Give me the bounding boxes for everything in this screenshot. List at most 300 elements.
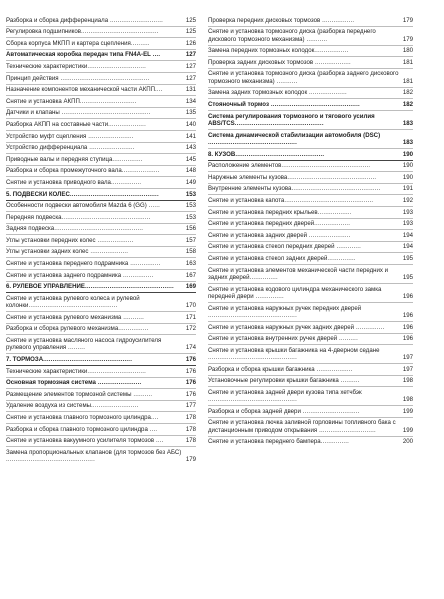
toc-leader-dots: .... bbox=[150, 414, 159, 421]
toc-entry bbox=[6, 270, 196, 282]
toc-entry bbox=[208, 406, 413, 418]
toc-entry-title-text: Разборка и сборка дифференциала bbox=[6, 16, 109, 24]
toc-page-number: 172 bbox=[185, 325, 196, 333]
toc-entry bbox=[6, 73, 196, 85]
toc-entry-title-text: Устройство дифференциала bbox=[6, 144, 88, 152]
toc-entry-title-text: Особенности подвески автомобиля Mazda 6 (GG) bbox=[6, 202, 147, 210]
toc-entry-title bbox=[208, 209, 401, 216]
toc-entry-title-text: Снятие и установка масляного насоса гидроусилителя рулевого управления bbox=[6, 337, 162, 352]
toc-entry-title-text: Снятие и установка капота bbox=[208, 196, 285, 204]
toc-page-number: 176 bbox=[185, 367, 196, 375]
toc-page-number: 183 bbox=[402, 119, 413, 127]
toc-entry-title-text: Размещение элементов тормозной системы bbox=[6, 390, 132, 398]
toc-entry-title bbox=[208, 243, 401, 250]
toc-leader-dots: ............................................... bbox=[58, 74, 150, 82]
toc-entry-title-text: Стояночный тормоз bbox=[208, 100, 269, 108]
toc-entry bbox=[208, 161, 413, 173]
toc-entry-title bbox=[6, 156, 184, 163]
toc-entry bbox=[208, 15, 413, 27]
toc-leader-dots: ............................................... bbox=[234, 119, 324, 127]
toc-leader-dots: .................. bbox=[317, 208, 352, 216]
toc-right-column bbox=[208, 15, 413, 447]
toc-entry-title-text: Замена задних тормозных колодок bbox=[208, 89, 308, 97]
toc-leader-dots: ................ bbox=[112, 155, 143, 163]
toc-entry-title bbox=[6, 98, 184, 105]
toc-entry bbox=[6, 378, 196, 390]
toc-page-number: 158 bbox=[185, 248, 196, 256]
toc-entry-title-text: 5. ПОДВЕСКИ КОЛЕС bbox=[6, 190, 70, 198]
toc-leader-dots: ................... bbox=[314, 365, 353, 373]
toc-entry-title bbox=[208, 305, 401, 320]
toc-left-column bbox=[6, 15, 196, 465]
toc-entry bbox=[6, 412, 196, 424]
toc-page-number: 125 bbox=[185, 16, 196, 24]
toc-page-number: 196 bbox=[402, 292, 413, 300]
toc-page-number: 174 bbox=[185, 344, 196, 352]
toc-entry-title-text: Разборка и сборка рулевого механизма bbox=[6, 325, 119, 333]
toc-leader-dots: ........... bbox=[274, 77, 298, 85]
toc-entry-title-text: 6. РУЛЕВОЕ УПРАВЛЕНИЕ bbox=[6, 283, 85, 291]
toc-entry-title bbox=[6, 283, 184, 290]
toc-entry-title bbox=[208, 197, 401, 204]
toc-entry-title-text: Снятие и установка приводного вала bbox=[6, 178, 111, 186]
toc-page-number: 193 bbox=[402, 220, 413, 228]
toc-entry-title bbox=[6, 121, 184, 128]
toc-entry bbox=[208, 345, 413, 364]
toc-page-number: 140 bbox=[185, 120, 196, 128]
toc-leader-dots: ........... bbox=[304, 35, 328, 43]
toc-entry-title-text: Наружные элементы кузова bbox=[208, 173, 288, 181]
toc-page-number: 176 bbox=[185, 390, 196, 398]
toc-leader-dots: ............................................... bbox=[54, 225, 144, 233]
toc-entry-title-text: Снятие и установка главного тормозного цилиндра bbox=[6, 414, 151, 421]
toc-entry bbox=[6, 335, 196, 354]
toc-entry-title bbox=[208, 17, 401, 24]
toc-page-number: 127 bbox=[185, 74, 196, 82]
toc-page-number: 198 bbox=[402, 396, 413, 404]
toc-entry-title-text: Замена передних тормозных колодок bbox=[208, 47, 315, 55]
toc-entry bbox=[6, 324, 196, 336]
toc-entry-title bbox=[6, 295, 184, 310]
toc-entry-title-text: Разборка и сборка главного тормозного цилиндра bbox=[6, 425, 148, 433]
toc-entry bbox=[208, 184, 413, 196]
toc-entry-title-text: Назначение компонентов механической части АКПП bbox=[6, 86, 155, 94]
toc-entry-title-text: Разборка и сборка промежуточного вала bbox=[6, 167, 122, 175]
toc-entry-title bbox=[208, 47, 401, 54]
toc-entry-title-text: Замена пропорциональных клапанов (для тормозов без АБС) bbox=[6, 448, 182, 456]
toc-entry bbox=[6, 27, 196, 39]
toc-entry bbox=[208, 111, 413, 130]
toc-entry-title bbox=[6, 202, 184, 209]
toc-page-number: 157 bbox=[185, 236, 196, 244]
toc-page-number: 171 bbox=[185, 313, 196, 321]
toc-page-number: 199 bbox=[402, 426, 413, 434]
toc-entry bbox=[6, 354, 196, 366]
toc-page-number: 193 bbox=[402, 208, 413, 216]
toc-entry bbox=[6, 389, 196, 401]
toc-entry-title bbox=[6, 133, 184, 140]
toc-entry-title bbox=[208, 335, 401, 342]
toc-leader-dots: .................... bbox=[121, 167, 160, 175]
toc-entry-title bbox=[208, 220, 401, 227]
toc-leader-dots: ......... bbox=[66, 344, 86, 352]
toc-entry-title bbox=[6, 437, 184, 444]
toc-entry-title bbox=[208, 255, 401, 262]
toc-leader-dots: .... bbox=[154, 437, 164, 445]
toc-leader-dots: ................ bbox=[110, 178, 142, 186]
toc-leader-dots: ............................................... bbox=[287, 173, 377, 181]
toc-entry bbox=[6, 235, 196, 247]
toc-entry-title-text: Снятие и установка внутренних ручек дверей bbox=[208, 335, 338, 343]
toc-entry-title bbox=[6, 225, 184, 232]
toc-leader-dots: ................... bbox=[95, 236, 134, 244]
toc-entry-title bbox=[6, 449, 184, 464]
toc-entry-title bbox=[6, 356, 184, 363]
toc-entry-title bbox=[6, 179, 184, 186]
toc-page-number: 197 bbox=[402, 354, 413, 362]
toc-page-number: 179 bbox=[402, 16, 413, 24]
toc-entry-title bbox=[6, 191, 184, 198]
toc-entry-title-text: Снятие и установка крышки багажника на 4-дверном седане bbox=[208, 346, 380, 354]
toc-entry bbox=[208, 46, 413, 58]
toc-entry-title bbox=[208, 377, 401, 384]
toc-leader-dots: ............................ bbox=[108, 16, 164, 24]
toc-leader-dots: ............... bbox=[354, 323, 385, 331]
toc-page-number: 135 bbox=[185, 109, 196, 117]
toc-entry bbox=[6, 212, 196, 224]
toc-page-number: 196 bbox=[402, 311, 413, 319]
toc-leader-dots: .............................. bbox=[79, 97, 137, 105]
toc-leader-dots: ............... bbox=[320, 438, 350, 446]
toc-leader-dots: ....................... bbox=[95, 379, 142, 387]
toc-leader-dots: .......... bbox=[337, 335, 358, 343]
toc-page-number: 195 bbox=[402, 273, 413, 281]
toc-page-number: 125 bbox=[185, 28, 196, 36]
toc-entry bbox=[208, 195, 413, 207]
toc-entry bbox=[6, 108, 196, 120]
toc-entry-title-text: Снятие и установка переднего подрамника bbox=[6, 260, 129, 268]
toc-entry-title bbox=[208, 151, 401, 158]
toc-entry-title-text: Проверка задних дисковых тормозов bbox=[208, 58, 314, 66]
toc-entry-title-text: Приводные валы и передняя ступица bbox=[6, 155, 113, 163]
toc-leader-dots: ............................................... bbox=[59, 109, 151, 117]
toc-page-number: 194 bbox=[402, 231, 413, 239]
toc-entry-title bbox=[6, 237, 184, 244]
toc-entry-title bbox=[208, 438, 401, 445]
toc-page-number: 181 bbox=[402, 77, 413, 85]
toc-entry-title bbox=[6, 402, 184, 409]
toc-entry-title bbox=[208, 232, 401, 239]
toc-leader-dots: ................... bbox=[314, 220, 351, 228]
toc-entry-title bbox=[208, 389, 401, 404]
toc-entry-title-text: Снятие и установка вакуумного усилителя тормозов bbox=[6, 437, 155, 445]
toc-entry-title-text: Углы установки передних колес bbox=[6, 236, 96, 244]
toc-entry bbox=[208, 88, 413, 100]
toc-page-number: 190 bbox=[402, 173, 413, 181]
toc-entry bbox=[6, 38, 196, 50]
toc-leader-dots: ............................... bbox=[87, 367, 146, 375]
toc-entry-title-text: Снятие и установка рулевого механизма bbox=[6, 313, 122, 321]
toc-entry bbox=[208, 69, 413, 88]
toc-leader-dots: .... bbox=[150, 51, 161, 59]
toc-entry-title-text: Разборка и сборка задней двери bbox=[208, 407, 301, 415]
toc-leader-dots: ...... bbox=[146, 202, 161, 210]
toc-entry-title bbox=[208, 70, 401, 85]
toc-entry-title bbox=[6, 17, 184, 24]
toc-entry-title-text: Снятие и установка лючка заливной горловины топливного бака с дистанционным приводом открывания bbox=[208, 419, 396, 434]
toc-page-number: 134 bbox=[185, 97, 196, 105]
toc-page-number: 126 bbox=[185, 39, 196, 47]
toc-entry bbox=[208, 303, 413, 322]
toc-entry-title bbox=[208, 267, 401, 282]
toc-leader-dots: ............................................... bbox=[235, 150, 325, 158]
toc-entry-title-text: 7. ТОРМОЗА bbox=[6, 356, 44, 364]
toc-entry-title bbox=[208, 286, 401, 301]
toc-page-number: 179 bbox=[402, 35, 413, 43]
toc-entry bbox=[6, 436, 196, 448]
toc-entry-title bbox=[6, 109, 184, 116]
toc-entry-title-text: Снятие и установка стекол передних дверей bbox=[208, 243, 335, 251]
toc-entry-title bbox=[208, 89, 401, 96]
toc-entry-title-text: Снятие и установка переднего бампера bbox=[208, 438, 321, 446]
toc-entry bbox=[6, 366, 196, 378]
toc-page-number: 194 bbox=[402, 243, 413, 251]
toc-entry-title-text: Снятие и установка заднего подрамника bbox=[6, 271, 122, 279]
toc-entry-title bbox=[6, 272, 184, 279]
toc-entry-title-text: Снятие и установка задней двери кузова типа хетчбэк bbox=[208, 388, 362, 396]
toc-leader-dots: ............................................... bbox=[69, 190, 159, 198]
toc-entry-title-text: Установочные регулировки крышки багажника bbox=[208, 377, 339, 385]
toc-entry-title-text: Внутренние элементы кузова bbox=[208, 185, 292, 193]
toc-entry bbox=[6, 15, 196, 27]
toc-entry-title bbox=[208, 347, 401, 362]
toc-leader-dots: .......... bbox=[338, 377, 360, 385]
toc-entry bbox=[6, 312, 196, 324]
toc-page-number: 190 bbox=[402, 150, 413, 158]
toc-entry bbox=[6, 166, 196, 178]
toc-entry bbox=[208, 418, 413, 437]
toc-entry bbox=[208, 230, 413, 242]
toc-entry-title-text: Сборка корпуса МКПП и картера сцепления bbox=[6, 39, 131, 47]
toc-page-number: 191 bbox=[402, 185, 413, 193]
toc-page-number: 176 bbox=[185, 379, 196, 387]
toc-page-number: 170 bbox=[185, 302, 196, 310]
toc-entry bbox=[208, 253, 413, 265]
toc-leader-dots: ................ bbox=[128, 260, 161, 268]
toc-leader-dots: ............................................... bbox=[28, 302, 118, 310]
toc-leader-dots: ............................................... bbox=[43, 356, 133, 364]
toc-entry-title bbox=[208, 408, 401, 415]
toc-entry bbox=[208, 242, 413, 254]
toc-page-number: 153 bbox=[185, 213, 196, 221]
toc-entry bbox=[208, 149, 413, 161]
toc-entry bbox=[6, 154, 196, 166]
toc-entry-title bbox=[6, 426, 184, 433]
toc-leader-dots: .................... bbox=[88, 248, 129, 256]
toc-page-number: 179 bbox=[185, 456, 196, 464]
toc-entry-title bbox=[6, 75, 184, 82]
toc-entry-title-text: Снятие и установка тормозного диска (разборка заднего дискового тормозного механизма) bbox=[208, 70, 399, 85]
toc-leader-dots: .......... bbox=[131, 390, 153, 398]
toc-page-number: 196 bbox=[402, 335, 413, 343]
toc-entry-title-text: Система динамической стабилизации автомобиля (DSC) bbox=[208, 131, 381, 139]
toc-entry-title-text: Снятие и установка АКПП bbox=[6, 97, 80, 105]
toc-leader-dots: ............................................... bbox=[208, 396, 297, 404]
toc-entry-title-text: Разборка и сборка крышки багажника bbox=[208, 365, 315, 373]
toc-entry-title bbox=[6, 51, 184, 58]
toc-leader-dots: ........... bbox=[121, 313, 145, 321]
toc-entry bbox=[6, 143, 196, 155]
toc-entry-title-text: Технические характеристики bbox=[6, 367, 88, 375]
toc-entry-title-text: Разборка АКПП на составные части bbox=[6, 120, 109, 128]
toc-entry-title bbox=[6, 63, 184, 70]
toc-page-number: 153 bbox=[185, 202, 196, 210]
toc-entry-title bbox=[6, 248, 184, 255]
toc-entry-title bbox=[6, 368, 184, 375]
toc-entry bbox=[208, 387, 413, 406]
toc-entry-title bbox=[208, 366, 401, 373]
toc-leader-dots: .................... bbox=[108, 120, 146, 128]
toc-page-number: 197 bbox=[402, 365, 413, 373]
toc-entry bbox=[208, 364, 413, 376]
toc-entry-title-text: Снятие и установка наружных ручек задних дверей bbox=[208, 323, 355, 331]
toc-leader-dots: ................. bbox=[320, 16, 355, 24]
toc-entry bbox=[6, 247, 196, 259]
toc-page-number: 181 bbox=[402, 58, 413, 66]
toc-entry bbox=[6, 293, 196, 312]
toc-leader-dots: ............... bbox=[249, 273, 278, 281]
toc-entry bbox=[208, 57, 413, 69]
toc-entry bbox=[208, 207, 413, 219]
toc-entry-title-text: Датчики и клапаны bbox=[6, 109, 60, 117]
toc-entry bbox=[208, 219, 413, 231]
toc-leader-dots: ............... bbox=[253, 292, 284, 300]
toc-entry-title-text: Расположение элементов bbox=[208, 162, 282, 170]
toc-leader-dots: ...................... bbox=[307, 231, 351, 239]
toc-page-number: 178 bbox=[185, 425, 196, 433]
toc-entry-title bbox=[208, 113, 401, 128]
toc-entry-title bbox=[6, 40, 184, 47]
toc-leader-dots: ............................................... bbox=[281, 162, 371, 170]
toc-entry-title bbox=[208, 28, 401, 43]
toc-leader-dots: ................... bbox=[313, 58, 351, 66]
toc-entry bbox=[6, 201, 196, 213]
toc-leader-dots: ............................................... bbox=[208, 311, 297, 319]
toc-page-number: 143 bbox=[185, 144, 196, 152]
toc-leader-dots: ......................... bbox=[91, 402, 139, 410]
toc-page-number: 178 bbox=[185, 437, 196, 445]
toc-entry-title-text: Устройство муфт сцепления bbox=[6, 132, 87, 140]
toc-leader-dots: ............................................... bbox=[208, 354, 297, 362]
toc-leader-dots: ........................ bbox=[86, 132, 134, 140]
toc-entry-title-text: Регулировка подшипников bbox=[6, 28, 82, 36]
toc-entry-title-text: Автоматическая коробка передач типа FN4A-EL bbox=[6, 51, 151, 59]
toc-leader-dots: .............................. bbox=[300, 407, 360, 415]
toc-leader-dots: ............................... bbox=[87, 62, 146, 70]
toc-page-number: 199 bbox=[402, 407, 413, 415]
toc-entry bbox=[208, 334, 413, 346]
toc-entry bbox=[6, 61, 196, 73]
toc-entry-title-text: Передняя подвеска bbox=[6, 213, 62, 221]
toc-leader-dots: ............................................... bbox=[284, 196, 374, 204]
toc-page-number: 145 bbox=[185, 155, 196, 163]
toc-leader-dots: ......................................... bbox=[81, 28, 159, 36]
toc-entry bbox=[6, 224, 196, 236]
toc-page-number: 183 bbox=[402, 138, 413, 146]
toc-entry-title bbox=[208, 324, 401, 331]
toc-entry bbox=[6, 177, 196, 189]
toc-entry bbox=[208, 99, 413, 111]
toc-entry-title bbox=[6, 414, 184, 421]
toc-page-number: 169 bbox=[185, 283, 196, 291]
toc-entry bbox=[6, 401, 196, 413]
toc-entry bbox=[6, 85, 196, 97]
toc-page-number: 127 bbox=[185, 62, 196, 70]
toc-entry-title bbox=[208, 132, 401, 147]
toc-entry-title bbox=[6, 86, 184, 93]
toc-entry-title bbox=[6, 391, 184, 398]
toc-page-number: 178 bbox=[185, 414, 196, 421]
toc-entry-title bbox=[6, 167, 184, 174]
toc-entry-title bbox=[6, 260, 184, 267]
toc-entry bbox=[6, 189, 196, 201]
toc-entry-title-text: Углы установки задних колес bbox=[6, 248, 89, 256]
toc-entry-title-text: Снятие и установка рулевого колеса и рулевой колонки bbox=[6, 294, 140, 310]
toc-entry-title bbox=[208, 59, 401, 66]
toc-page-number: 182 bbox=[402, 89, 413, 97]
toc-page-number: 182 bbox=[402, 100, 413, 108]
toc-entry-title-text: Проверка передних дисковых тормозов bbox=[208, 16, 321, 24]
toc-leader-dots: ............................................... bbox=[6, 456, 95, 464]
toc-entry bbox=[208, 27, 413, 46]
toc-entry-title bbox=[208, 174, 401, 181]
toc-page-number: 141 bbox=[185, 132, 196, 140]
toc-leader-dots: ............................................... bbox=[268, 100, 360, 108]
toc-entry bbox=[6, 131, 196, 143]
toc-entry-title-text: Удаление воздуха из системы bbox=[6, 402, 92, 410]
toc-entry bbox=[208, 322, 413, 334]
toc-entry bbox=[208, 172, 413, 184]
toc-entry bbox=[208, 437, 413, 448]
toc-entry-title bbox=[6, 144, 184, 151]
toc-entry-title bbox=[208, 162, 401, 169]
toc-page-number: 196 bbox=[402, 323, 413, 331]
toc-page-number: 180 bbox=[402, 47, 413, 55]
toc-page-number: 177 bbox=[185, 402, 196, 410]
toc-page-number: 167 bbox=[185, 271, 196, 279]
toc-entry-title-text: Принцип действия bbox=[6, 74, 59, 82]
toc-entry-title-text: Снятие и установка передних крыльев bbox=[208, 208, 318, 216]
toc-leader-dots: .......... bbox=[130, 39, 150, 47]
toc-page-number: 195 bbox=[402, 254, 413, 262]
toc-entry-title-text: Снятие и установка наружных ручек передних дверей bbox=[208, 304, 362, 312]
toc-entry-title-text: Снятие и установка кодового цилиндра механического замка передней двери bbox=[208, 285, 382, 300]
toc-page-number: 192 bbox=[402, 196, 413, 204]
toc-leader-dots: .............................. bbox=[317, 426, 376, 434]
toc-entry-title bbox=[6, 379, 184, 386]
toc-entry-title bbox=[6, 214, 184, 221]
toc-entry-title bbox=[6, 314, 184, 321]
toc-leader-dots: ................ bbox=[118, 325, 149, 333]
toc-leader-dots: ................ bbox=[121, 271, 154, 279]
toc-entry bbox=[6, 447, 196, 465]
toc-entry-title bbox=[208, 185, 401, 192]
toc-entry-title-text: Основная тормозная система bbox=[6, 379, 96, 387]
toc-leader-dots: .... bbox=[147, 425, 158, 433]
toc-entry-title bbox=[6, 325, 184, 332]
toc-entry-title-text: Технические характеристики bbox=[6, 62, 88, 70]
toc-entry bbox=[6, 119, 196, 131]
